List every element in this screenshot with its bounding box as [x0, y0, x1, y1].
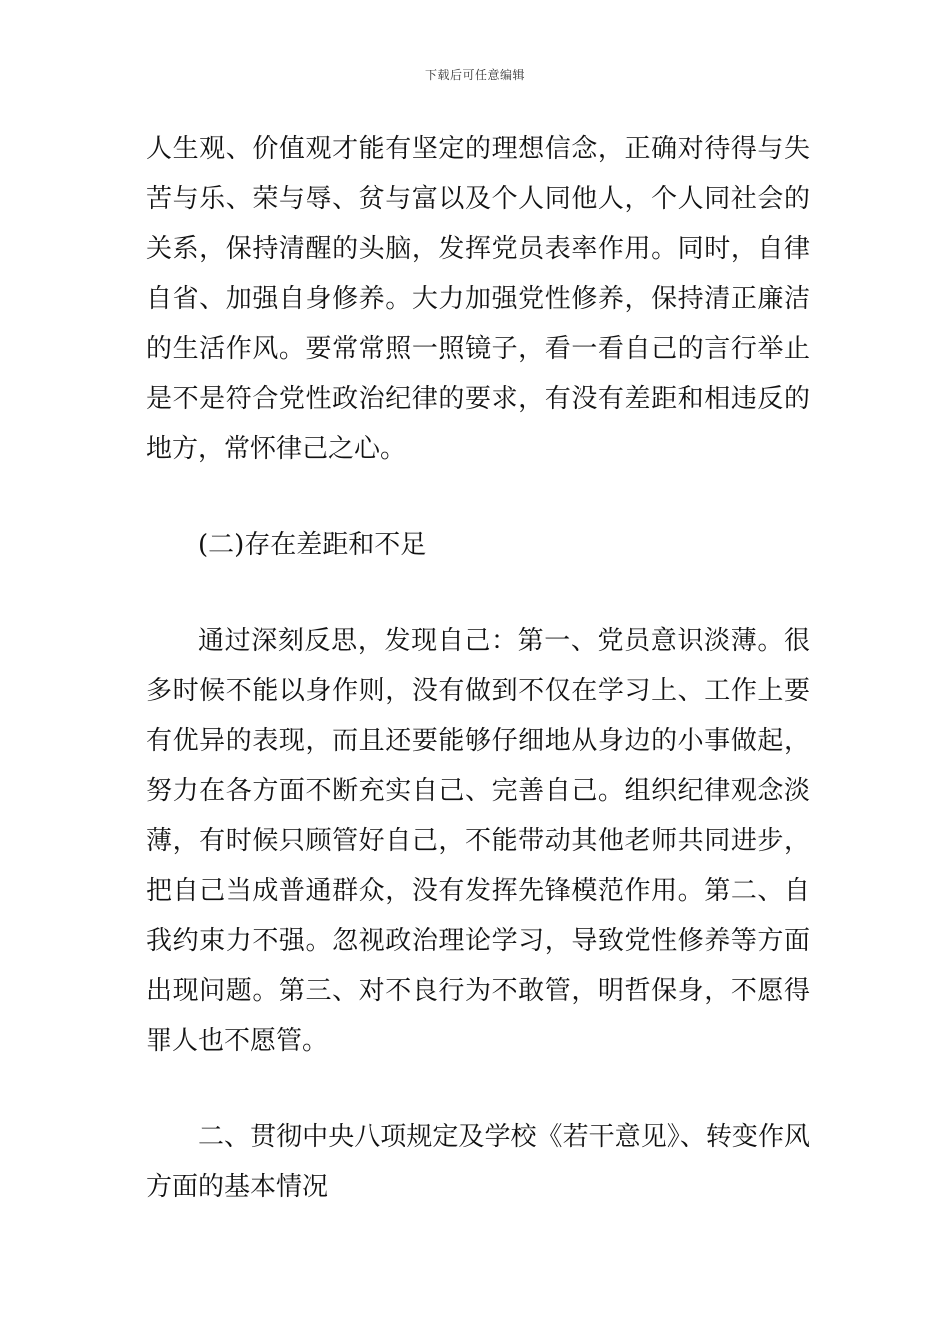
section-heading-gaps: (二)存在差距和不足 — [198, 530, 427, 560]
page-header-note: 下载后可任意编辑 — [424, 68, 525, 82]
document-body — [146, 124, 810, 1212]
paragraph-continuation: 人生观、价值观才能有坚定的理想信念，正确对待得与失苦与乐、荣与辱、贫与富以及个人同他人，个人同社会的关系，保持清醒的头脑，发挥党员表率作用。同时，自律自省、加强自身修养。大力加强党性修养，保持清正廉洁的生活作风。要常常照一照镜子，看一看自己的言行举止是不是符合党性政治纪律的要求，有没有差距和相违反的地方，常怀律己之心。 — [146, 134, 810, 464]
paragraph-reflection: 通过深刻反思，发现自己：第一、党员意识淡薄。很多时候不能以身作则，没有做到不仅在学习上、工作上要有优异的表现，而且还要能够仔细地从身边的小事做起，努力在各方面不断充实自己、完善自己。组织纪律观念淡薄，有时候只顾管好自己，不能带动其他老师共同进步，把自己当成普通群众，没有发挥先锋模范作用。第二、自我约束力不强。忽视政治理论学习，导致党性修养等方面出现问题。第三、对不良行为不敢管，明哲保身，不愿得罪人也不愿管。 — [146, 626, 810, 1056]
section-heading-eight-rules: 二、贯彻中央八项规定及学校《若干意见》、转变作风方面的基本情况 — [146, 1122, 810, 1202]
